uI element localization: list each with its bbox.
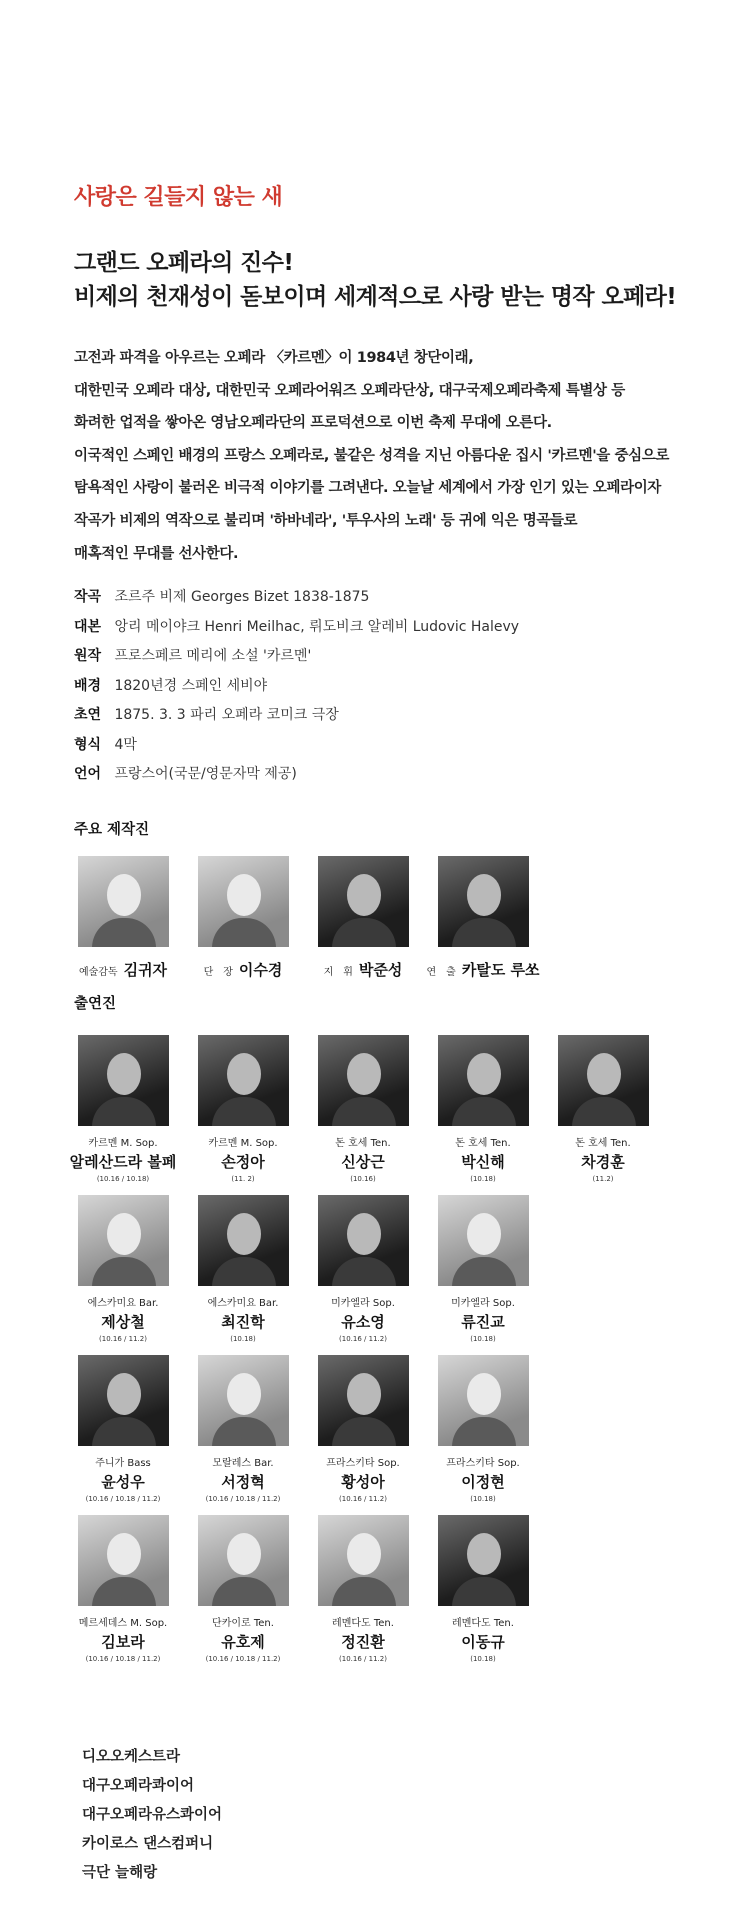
info-value: 프랑스어(국문/영문자막 제공) — [114, 766, 297, 782]
cast-role: 모랄레스 Bar. — [212, 1458, 274, 1469]
staff-role: 연 출 — [426, 967, 456, 978]
cast-dates: (10.16 / 10.18 / 11.2) — [85, 1495, 161, 1503]
cast-photo — [198, 1355, 289, 1446]
staff-name: 김귀자 — [123, 961, 168, 979]
info-key: 언어 — [74, 766, 102, 782]
cast-member — [183, 1195, 303, 1343]
cast-member — [423, 1355, 543, 1503]
cast-dates: (10.16 / 10.18 / 11.2) — [205, 1655, 281, 1663]
cast-role: 단카이로 Ten. — [212, 1618, 274, 1629]
cast-role: 프라스키타 Sop. — [446, 1458, 520, 1469]
cast-member — [423, 1195, 543, 1343]
info-key: 원작 — [74, 648, 102, 664]
intro-line: 고전과 파격을 아우르는 오페라 〈카르멘〉이 1984년 창단이래, — [74, 350, 474, 366]
cast-photo — [198, 1515, 289, 1606]
cast-name: 제상철 — [101, 1313, 145, 1331]
cast-name: 정진환 — [341, 1633, 385, 1651]
cast-member — [303, 1195, 423, 1343]
cast-role: 미카엘라 Sop. — [331, 1298, 395, 1309]
cast-name: 유소영 — [341, 1313, 385, 1331]
cast-section-title: 출연진 — [74, 996, 117, 1012]
cast-dates: (10.16 / 11.2) — [339, 1655, 387, 1663]
cast-role: 에스카미요 Bar. — [87, 1298, 159, 1309]
cast-name: 신상근 — [341, 1153, 385, 1171]
cast-name: 차경훈 — [581, 1153, 625, 1171]
intro-line: 매혹적인 무대를 선사한다. — [74, 545, 239, 562]
cast-role: 레멘다도 Ten. — [452, 1618, 514, 1629]
staff-photo — [198, 856, 289, 947]
info-value: 조르주 비제 Georges Bizet 1838-1875 — [114, 589, 370, 605]
cast-member — [423, 1035, 543, 1183]
info-row-source — [74, 642, 519, 672]
cast-dates: (10.16) — [350, 1175, 376, 1183]
staff-role: 지 휘 — [323, 967, 353, 978]
info-key: 작곡 — [74, 589, 102, 605]
cast-dates: (10.16 / 10.18) — [96, 1175, 150, 1183]
staff-photo — [438, 856, 529, 947]
ensemble-item: 대구오페라콰이어 — [82, 1778, 195, 1794]
cast-photo — [438, 1195, 529, 1286]
ensemble-item: 극단 늘해랑 — [82, 1865, 158, 1881]
cast-member — [543, 1035, 663, 1183]
info-value: 앙리 메이야크 Henri Meilhac, 뤼도비크 알레비 Ludovic Halevy — [114, 618, 520, 635]
info-key: 대본 — [74, 618, 102, 635]
staff-name: 이수경 — [238, 961, 283, 979]
cast-role: 카르멘 M. Sop. — [88, 1138, 158, 1149]
staff-role: 단 장 — [203, 967, 233, 978]
info-row-premiere — [74, 701, 519, 731]
ensemble-item: 카이로스 댄스컴퍼니 — [82, 1836, 214, 1852]
cast-name: 유호제 — [221, 1633, 265, 1651]
cast-role: 카르멘 M. Sop. — [208, 1138, 278, 1149]
cast-role: 레멘다도 Ten. — [332, 1618, 394, 1629]
cast-name: 박신해 — [461, 1153, 505, 1171]
cast-dates: (11.2) — [592, 1175, 614, 1183]
cast-dates: (10.16 / 11.2) — [99, 1335, 147, 1343]
ensemble-item: 대구오페라유스콰이어 — [82, 1807, 223, 1823]
headline-line: 비제의 천재성이 돋보이며 세계적으로 사랑 받는 명작 오페라! — [74, 284, 677, 310]
cast-dates: (11. 2) — [231, 1175, 255, 1183]
cast-member — [183, 1355, 303, 1503]
staff-section-title: 주요 제작진 — [74, 822, 150, 838]
info-value: 1820년경 스페인 세비야 — [114, 677, 268, 694]
cast-role: 에스카미요 Bar. — [207, 1298, 279, 1309]
cast-member — [183, 1515, 303, 1663]
cast-role: 주니가 Bass — [95, 1458, 151, 1469]
intro-line: 탐욕적인 사랑이 불러온 비극적 이야기를 그려낸다. 오늘날 세계에서 가장 인기 있는 오페라이자 — [74, 480, 661, 497]
staff-photo — [318, 856, 409, 947]
cast-member — [303, 1355, 423, 1503]
cast-dates: (10.18) — [470, 1335, 496, 1343]
cast-name: 알레산드라 볼페 — [69, 1153, 177, 1171]
cast-name: 윤성우 — [101, 1473, 145, 1491]
staff-photo — [78, 856, 169, 947]
cast-member — [63, 1035, 183, 1183]
cast-dates: (10.18) — [470, 1175, 496, 1183]
info-row-format — [74, 731, 519, 761]
cast-name: 손정아 — [221, 1153, 265, 1171]
info-value: 4막 — [114, 736, 137, 753]
cast-photo — [558, 1035, 649, 1126]
cast-dates: (10.16 / 10.18 / 11.2) — [85, 1655, 161, 1663]
cast-role: 프라스키타 Sop. — [326, 1458, 400, 1469]
staff-role: 예술감독 — [78, 967, 118, 978]
intro-line: 화려한 업적을 쌓아온 영남오페라단의 프로덕션으로 이번 축제 무대에 오른다. — [74, 415, 552, 432]
cast-photo — [438, 1515, 529, 1606]
cast-photo — [198, 1035, 289, 1126]
cast-name: 이정현 — [461, 1473, 505, 1491]
tagline: 사랑은 길들지 않는 새 — [74, 185, 283, 210]
cast-dates: (10.16 / 10.18 / 11.2) — [205, 1495, 281, 1503]
cast-photo — [318, 1355, 409, 1446]
cast-dates: (10.18) — [470, 1495, 496, 1503]
cast-photo — [318, 1515, 409, 1606]
staff-member — [303, 856, 423, 980]
cast-member — [423, 1515, 543, 1663]
cast-photo — [78, 1515, 169, 1606]
staff-name: 카탈도 루쏘 — [461, 961, 540, 979]
ensemble-list — [82, 1743, 222, 1888]
headline — [74, 246, 676, 314]
info-row-libretto — [74, 613, 519, 643]
intro-line: 대한민국 오페라 대상, 대한민국 오페라어워즈 오페라단상, 대구국제오페라축제 특별상 등 — [74, 382, 625, 399]
cast-member — [63, 1515, 183, 1663]
headline-line: 그랜드 오페라의 진수! — [74, 250, 294, 276]
cast-member — [303, 1035, 423, 1183]
intro-line: 이국적인 스페인 배경의 프랑스 오페라로, 불같은 성격을 지닌 아름다운 집시 '카르멘'을 중심으로 — [74, 447, 669, 464]
info-value: 프로스페르 메리에 소설 '카르멘' — [114, 648, 312, 664]
cast-name: 이동규 — [461, 1633, 505, 1651]
cast-member — [303, 1515, 423, 1663]
cast-name: 최진학 — [221, 1313, 265, 1331]
info-value: 1875. 3. 3 파리 오페라 코미크 극장 — [114, 707, 339, 723]
cast-photo — [78, 1355, 169, 1446]
cast-photo — [318, 1035, 409, 1126]
intro-paragraph — [74, 342, 714, 570]
info-row-language — [74, 760, 519, 790]
cast-member — [63, 1355, 183, 1503]
cast-role: 돈 호세 Ten. — [575, 1138, 631, 1149]
info-key: 형식 — [74, 736, 102, 753]
cast-name: 류진교 — [461, 1313, 505, 1331]
cast-name: 서정혁 — [221, 1473, 265, 1491]
cast-photo — [78, 1195, 169, 1286]
info-key: 배경 — [74, 677, 102, 694]
cast-photo — [318, 1195, 409, 1286]
info-key: 초연 — [74, 707, 102, 723]
cast-photo — [438, 1355, 529, 1446]
cast-name: 황성아 — [341, 1473, 385, 1491]
cast-dates: (10.18) — [470, 1655, 496, 1663]
cast-role: 돈 호세 Ten. — [335, 1138, 391, 1149]
cast-role: 메르세데스 M. Sop. — [78, 1618, 168, 1629]
cast-role: 돈 호세 Ten. — [455, 1138, 511, 1149]
production-info — [74, 583, 519, 790]
cast-role: 미카엘라 Sop. — [451, 1298, 515, 1309]
cast-dates: (10.16 / 11.2) — [339, 1335, 387, 1343]
staff-name: 박준성 — [358, 961, 403, 979]
intro-line: 작곡가 비제의 역작으로 불리며 '하바네라', '투우사의 노래' 등 귀에 익은 명곡들로 — [74, 512, 578, 529]
cast-name: 김보라 — [101, 1633, 145, 1651]
info-row-composer — [74, 583, 519, 613]
cast-member — [63, 1195, 183, 1343]
staff-member — [63, 856, 183, 980]
staff-member — [183, 856, 303, 980]
ensemble-item: 디오오케스트라 — [82, 1749, 181, 1765]
info-row-setting — [74, 672, 519, 702]
staff-member — [423, 856, 543, 980]
cast-dates: (10.16 / 11.2) — [339, 1495, 387, 1503]
cast-photo — [438, 1035, 529, 1126]
cast-photo — [78, 1035, 169, 1126]
cast-photo — [198, 1195, 289, 1286]
cast-member — [183, 1035, 303, 1183]
cast-dates: (10.18) — [230, 1335, 256, 1343]
